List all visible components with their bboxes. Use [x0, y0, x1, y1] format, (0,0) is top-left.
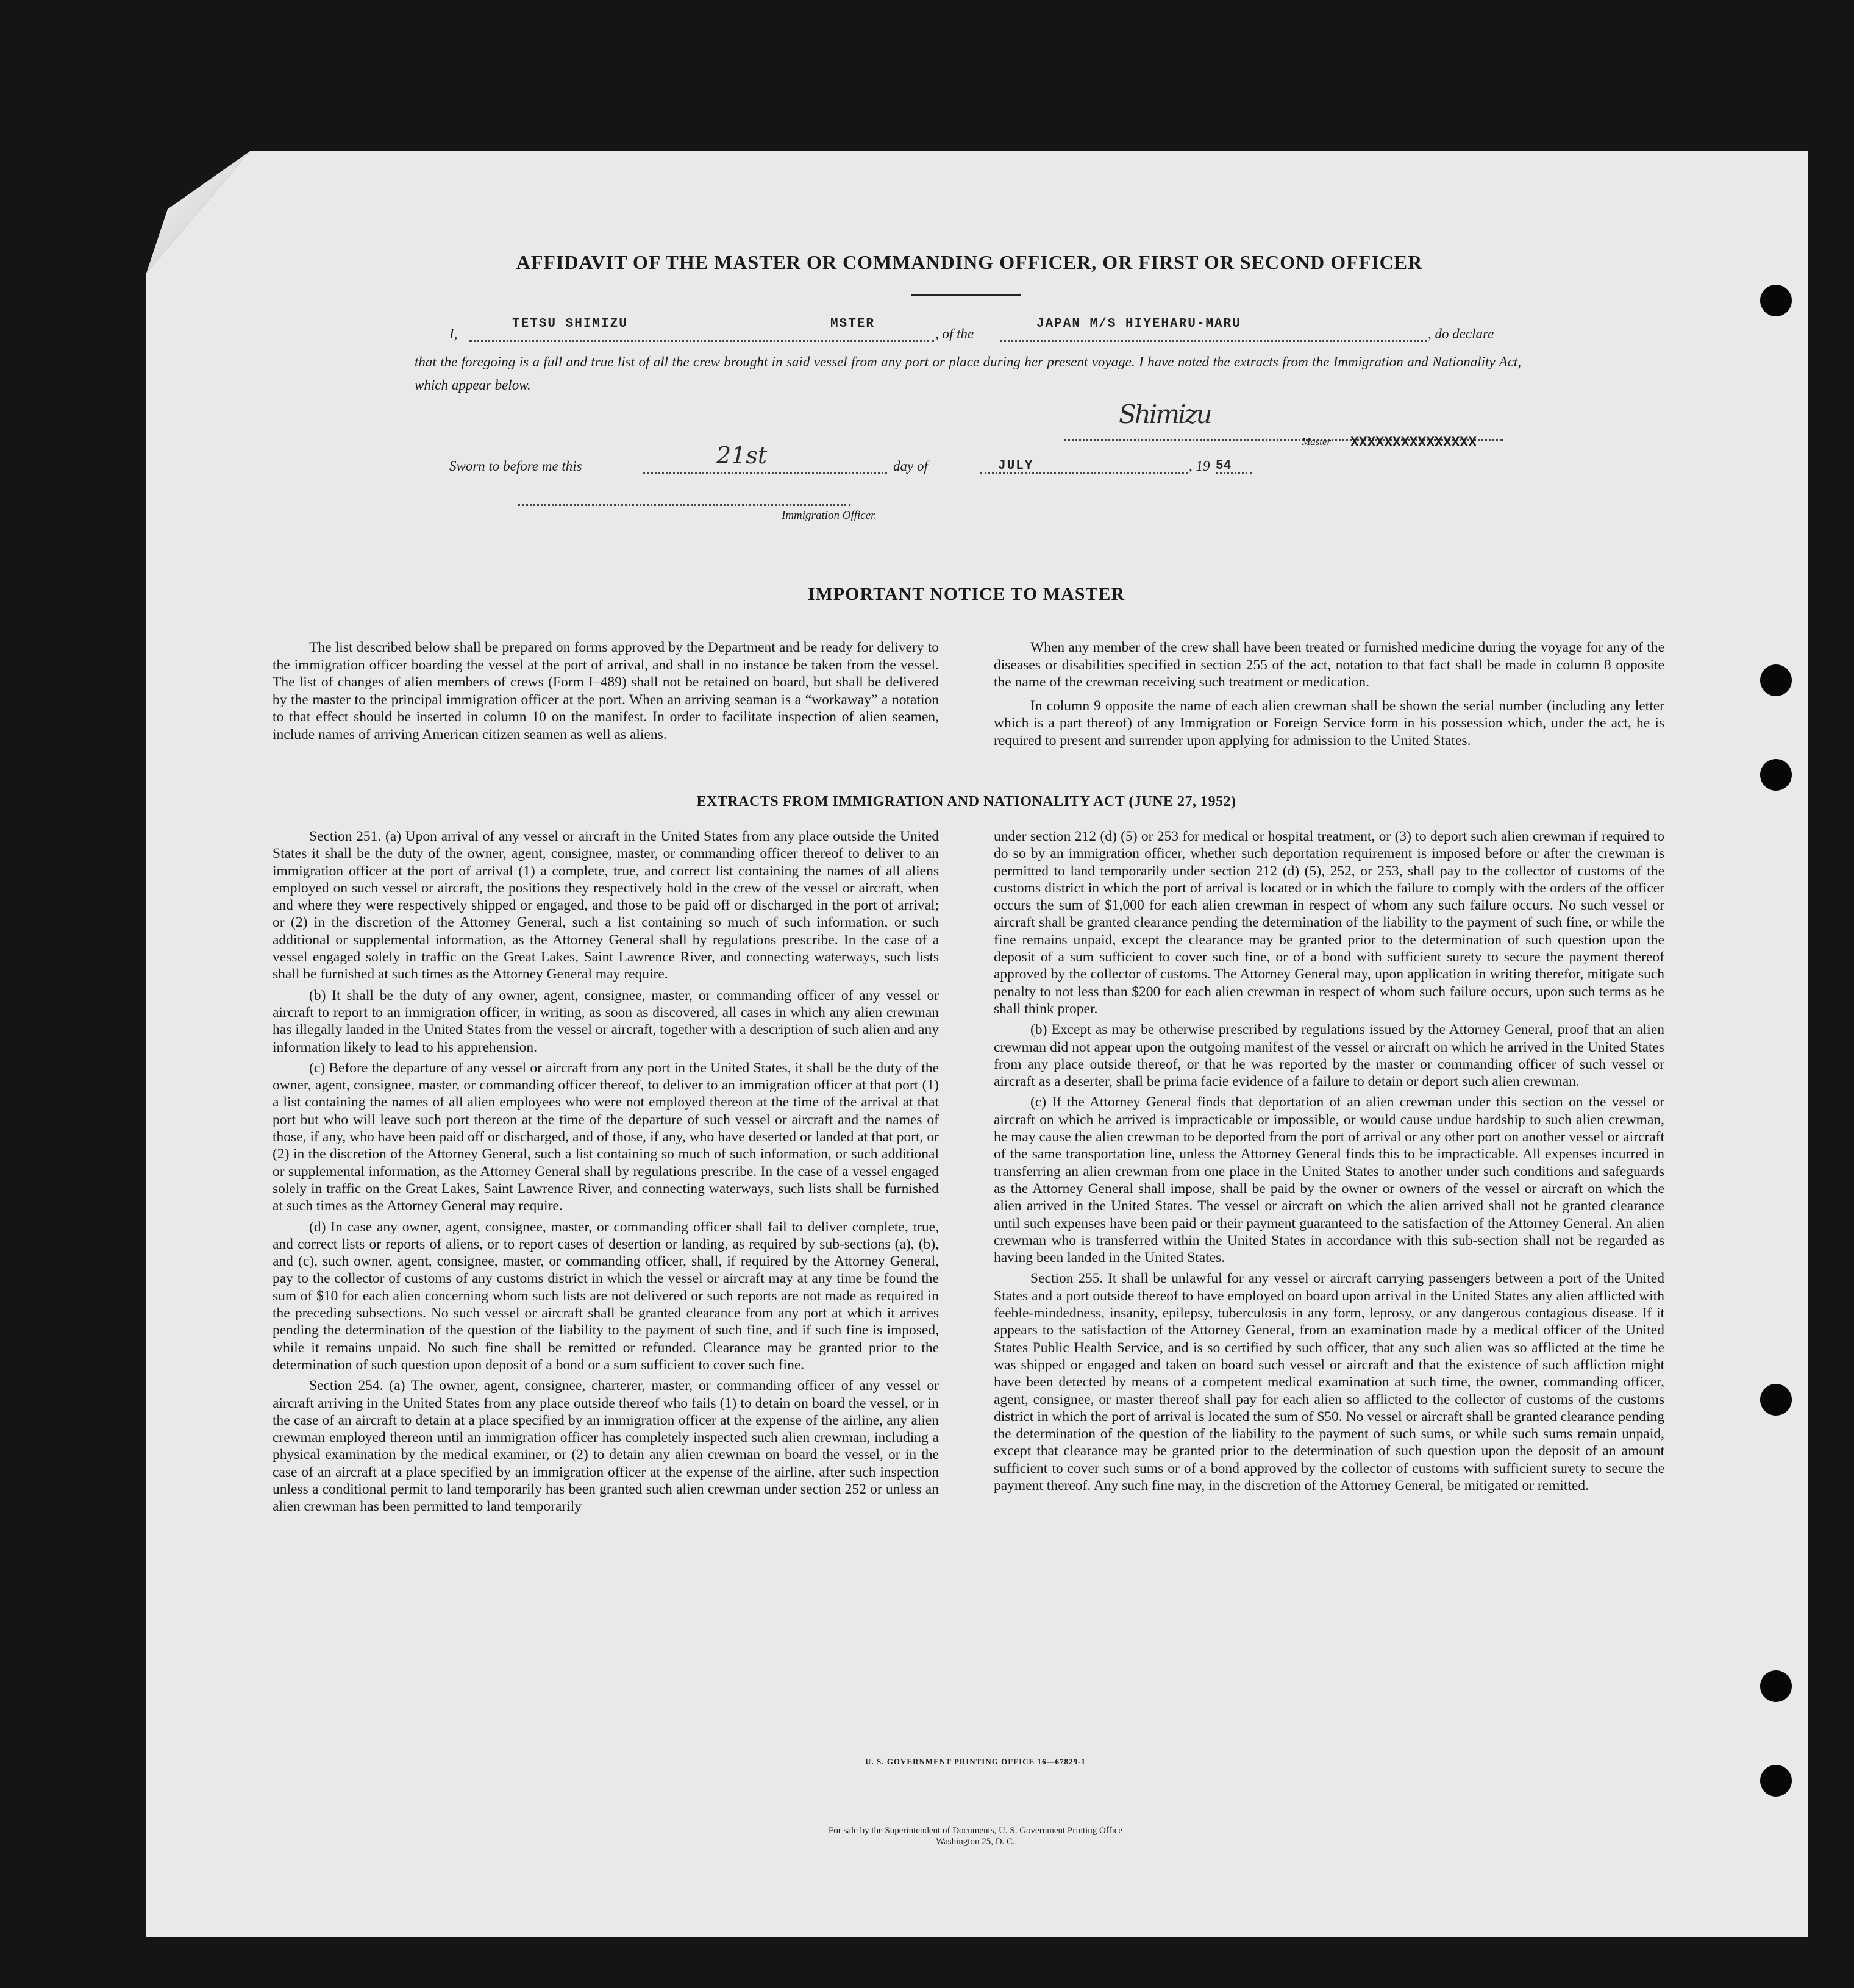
punch-hole	[1760, 1670, 1792, 1702]
declaration-text: that the foregoing is a full and true list of all the crew brought in said vessel from any port or place during her present voyage. I have noted the extracts from the Immigration and Nationality Act, which appear below.	[415, 354, 1521, 393]
signature-caption: Master	[1302, 436, 1332, 447]
title-rule	[911, 294, 1021, 296]
master-name: TETSU SHIMIZU	[512, 317, 628, 331]
sworn-month: JULY	[998, 459, 1034, 473]
printing-office-line: U. S. GOVERNMENT PRINTING OFFICE 16—67829-1	[865, 1757, 1086, 1766]
punch-hole	[1760, 759, 1792, 791]
punch-hole	[1760, 1765, 1792, 1797]
year-prefix: , 19	[1189, 458, 1210, 474]
master-signature: Shimizu	[1119, 399, 1211, 429]
year-line	[1216, 472, 1252, 474]
for-sale-line-2: Washington 25, D. C.	[936, 1837, 1015, 1847]
name-line	[469, 340, 934, 342]
punch-hole	[1760, 285, 1792, 316]
extract-left-section-251a: Section 251. (a) Upon arrival of any vessel or aircraft in the United States from any place outside the United States it shall be the duty of the owner, agent, consignee, master, or commanding officer thereof to deliver to an immigration officer at the port of arrival (1) a complete, true, and correct list containing the names of all aliens employed on such vessel or aircraft, the positions they respectively hold in the crew of the vessel or aircraft, when and where they were respectively shipped or engaged, and those to be paid off or discharged in the port of arrival; or (2) in the discretion of the Attorney General, such a list containing so much of such information, or such additional or supplemental information, as the Attorney General shall by regulations prescribe. In the case of a vessel engaged solely in traffic on the Great Lakes, Saint Lawrence River, and connecting waterways, such lists shall be furnished at such times as the Attorney General may require.	[273, 828, 939, 983]
do-declare-label: , do declare	[1428, 326, 1494, 341]
punch-hole	[1760, 1384, 1792, 1416]
extract-left-section-251c: (c) Before the departure of any vessel or aircraft from any port in the United States, it shall be the duty of the owner, agent, consignee, master, or commanding officer thereof, to deliver to an immigration officer at that port (1) a list containing the names of all alien employees who were not employed thereon at the time of the arrival at that port but who will leave such port thereon at the time of the departure of such vessel or aircraft and the names of those, if any, who have been paid off or discharged, and of those, if any, who have deserted or landed at that port, or (2) in the discretion of the Attorney General, such a list containing so much of such information, or such additional or supplemental information, as the Attorney General shall by regulations prescribe. In the case of a vessel engaged solely in traffic on the Great Lakes, Saint Lawrence River, and connecting waterways, such lists shall be furnished at such times as the Attorney General may require.	[273, 1060, 939, 1214]
extract-left-section-251d: (d) In case any owner, agent, consignee, master, or commanding officer shall fail to deliver complete, true, and correct lists or reports of aliens, or to report cases of desertion or landing, as required by sub-sections (a), (b), and (c), such owner, agent, consignee, master, or commanding officer, shall, if required by the Attorney General, pay to the collector of customs of any customs district in which the vessel or aircraft may at any time be found the sum of $10 for each alien concerning whom such lists are not delivered or such reports are not made as required in the preceding subsections. No such vessel or aircraft shall be granted clearance from any port at which it arrives pending the determination of the question of the liability to the payment of such fine, and if such fine is imposed, while it remains unpaid. No such fine shall be remitted or refunded. Clearance may be granted prior to the determination of such question upon deposit of a bond or a sum sufficient to cover such fine.	[273, 1219, 939, 1373]
vessel-name: JAPAN M/S HIYEHARU-MARU	[1036, 317, 1241, 331]
sworn-day: 21st	[716, 442, 768, 469]
punch-hole	[1760, 664, 1792, 696]
notice-title: IMPORTANT NOTICE TO MASTER	[807, 584, 1125, 604]
for-sale-line-1: For sale by the Superintendent of Documents, U. S. Government Printing Office	[828, 1826, 1123, 1836]
affidavit-title: AFFIDAVIT OF THE MASTER OR COMMANDING OFFICER, OR FIRST OR SECOND OFFICER	[516, 251, 1423, 273]
extract-right-section-254a-cont: under section 212 (d) (5) or 253 for medical or hospital treatment, or (3) to deport such alien crewman if required to do so by an immigration officer, whether such deportation requirement is imposed before or after the crewman is permitted to land temporarily under section 212 (d) (5), 252, or 253, shall pay to the collector of customs of the customs district in which the port of arrival is located or in which the failure to comply with the orders of the officer occurs the sum of $1,000 for each alien crewman in respect of whom any such failure occurs. No such vessel or aircraft shall be granted clearance pending the determination of the liability to the payment of such fine, or while the fine remains unpaid, except the clearance may be granted prior to the determination of such question upon the deposit of a sum sufficient to cover such fine, or of a bond with sufficient surety to secure the payment thereof approved by the collector of customs. The Attorney General may, upon application in writing therefor, mitigate such penalty to not less than $200 for each alien crewman in respect of whom such failure occurs, upon such terms as he shall think proper.	[994, 828, 1664, 1017]
extract-left-section-251b: (b) It shall be the duty of any owner, agent, consignee, master, or commanding officer of any vessel or aircraft to report to an immigration officer, in writing, as soon as discovered, all cases in which any alien crewman has illegally landed in the United States from the vessel or aircraft, together with a description of such alien and any information likely to lead to his apprehension.	[273, 987, 939, 1055]
year-suffix: 54	[1216, 459, 1232, 473]
i-label: I,	[449, 326, 458, 341]
extract-right-section-254c: (c) If the Attorney General finds that deportation of an alien crewman under this section on the vessel or aircraft on which he arrived is impracticable or impossible, or would cause undue hardship to such alien crewman, he may cause the alien crewman to be deported from the port of arrival or any other port on another vessel or aircraft of the same transportation line, unless the Attorney General finds this to be impracticable. All expenses incurred in transferring an alien crewman from one place in the United States to another under such conditions and safeguards as the Attorney General shall impose, shall be paid by the owner or owners of the vessel or aircraft on which the alien arrived in the United States. The vessel or aircraft on which the alien arrived shall not be granted clearance until such expenses have been paid or their payment guaranteed to the satisfaction of the Attorney General. An alien crewman who is transferred within the United States in accordance with this sub-section shall not be regarded as having been landed in the United States.	[994, 1094, 1664, 1266]
notice-right-column	[994, 639, 1664, 754]
of-the-label: , of the	[935, 326, 974, 341]
master-rank: MSTER	[830, 317, 875, 331]
extracts-title: EXTRACTS FROM IMMIGRATION AND NATIONALITY ACT (JUNE 27, 1952)	[696, 794, 1236, 810]
vessel-line	[1000, 340, 1427, 342]
immigration-officer-label: Immigration Officer.	[782, 509, 877, 522]
notice-left-column	[273, 639, 939, 747]
notice-right-paragraph-2: In column 9 opposite the name of each alien crewman shall be shown the serial number (including any letter which is a part thereof) of any Immigration or Foreign Service form in his possession which, under the act, he is required to present and surrender upon applying for admission to the United States.	[994, 697, 1664, 749]
day-of-label: day of	[893, 458, 928, 474]
sworn-label: Sworn to before me this	[449, 458, 582, 474]
extract-right-section-255: Section 255. It shall be unlawful for any vessel or aircraft carrying passengers between a port of the United States and a port outside thereof to have employed on board upon arrival in the United States any alien afflicted with feeble-mindedness, insanity, epilepsy, tuberculosis in any form, leprosy, or any dangerous contagious disease. If it appears to the satisfaction of the Attorney General, from an examination made by a medical officer of the United States Public Health Service, and is so certified by such officer, that any such alien was so afflicted at the time he was shipped or engaged and taken on board such vessel or aircraft and that the existence of such affliction might have been detected by means of a competent medical examination at such time, the owner, commanding officer, agent, consignee, or master thereof shall pay for each alien so afflicted to the collector of customs of the customs district in which the port of arrival is located the sum of $50. No vessel or aircraft shall be granted clearance pending the determination of the question of the liability to the payment of such sums, or while such sums remain unpaid, except that clearance may be granted prior to the determination of such question upon the deposit of an amount sufficient to cover such sums or of a bond approved by the collector of customs with sufficient surety to secure the payment thereof. Any such fine may, in the discretion of the Attorney General, be mitigated or remitted.	[994, 1270, 1664, 1494]
struck-title: XXXXXXXXXXXXXXX	[1350, 435, 1477, 451]
extract-right-section-254b: (b) Except as may be otherwise prescribed by regulations issued by the Attorney General, proof that an alien crewman did not appear upon the outgoing manifest of the vessel or aircraft on which he arrived in the United States from any place outside thereof, or that he was reported by the master or commanding officer of such vessel or aircraft as a deserter, shall be prima facie evidence of a failure to detain or deport such alien crewman.	[994, 1022, 1664, 1090]
officer-line	[518, 504, 850, 506]
extract-left-section-254a: Section 254. (a) The owner, agent, consignee, charterer, master, or commanding officer of any vessel or aircraft arriving in the United States from any place outside thereof who fails (1) to detain on board the vessel, or in the case of an aircraft to detain at a place specified by an immigration officer at the expense of the airline, any alien crewman employed thereon until an immigration officer has completely inspected such alien crewman, including a physical examination by the medical examiner, or (2) to detain any alien crewman on board the vessel, or in the case of an aircraft at a place specified by an immigration officer at the expense of the airline, after such inspection unless a conditional permit to land temporarily has been granted such alien crewman under section 252 or unless an alien crewman has been permitted to land temporarily	[273, 1378, 939, 1515]
notice-right-paragraph-1: When any member of the crew shall have been treated or furnished medicine during the voyage for any of the diseases or disabilities specified in section 255 of the act, notation to that fact shall be made in column 8 opposite the name of the crewman receiving such treatment or medication.	[994, 640, 1664, 691]
sworn-day-line	[643, 472, 887, 474]
extracts-left-column	[273, 828, 939, 1519]
notice-left-paragraph: The list described below shall be prepared on forms approved by the Department and be ready for delivery to the immigration officer boarding the vessel at the port of arrival, and shall in no instance be taken from the vessel. The list of changes of alien members of crews (Form I–489) shall not be retained on board, but shall be delivered by the master to the principal immigration officer at the port. When an arriving seaman is a “workaway” a notation to that effect should be inserted in column 10 on the manifest. In order to facilitate inspection of alien seamen, include names of arriving American citizen seamen as well as aliens.	[273, 640, 939, 743]
extracts-right-column	[994, 828, 1664, 1498]
